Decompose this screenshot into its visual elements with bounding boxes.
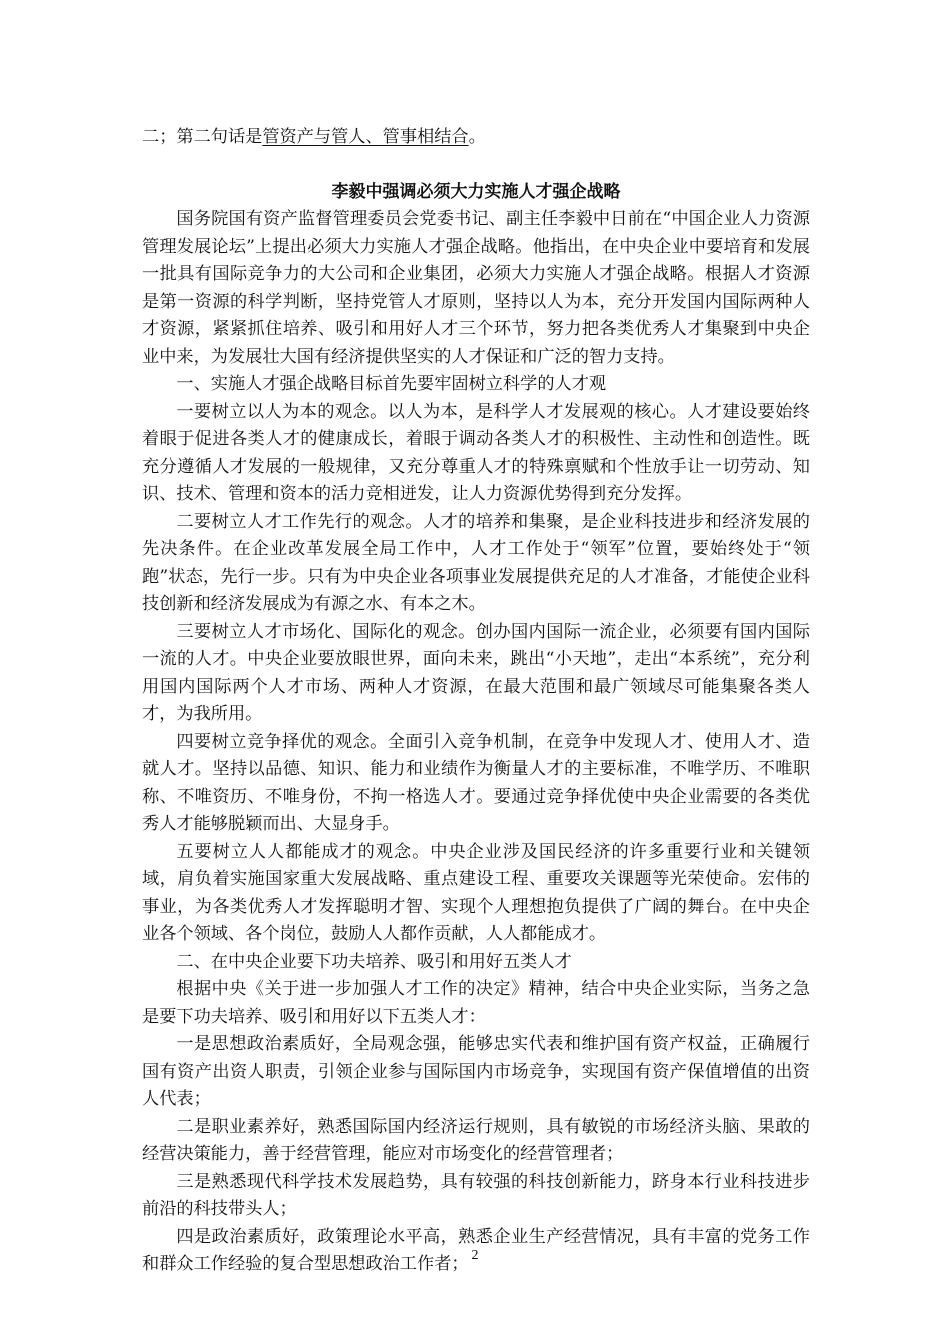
article-title: 李毅中强调必须大力实施人才强企战略 bbox=[331, 181, 621, 202]
intro-line bbox=[142, 124, 810, 152]
paragraph-talent-type-1: 一是思想政治素质好，全局观念强，能够忠实代表和维护国有资产权益，正确履行国有资产出资人职责，引领企业参与国际国内市场竞争，实现国有资产保值增值的出资人代表； bbox=[142, 1034, 810, 1109]
paragraph-point-3: 三要树立人才市场化、国际化的观念。创办国内国际一流企业，必须要有国内国际一流的人才。中央企业要放眼世界，面向未来，跳出“小天地”，走出“本系统”，充分利用国内国际两个人才市场、两种人才资源，在最大范围和最广领域尽可能集聚各类人才，为我所用。 bbox=[142, 621, 810, 724]
page-number: 2 bbox=[471, 1248, 479, 1263]
paragraph-intro: 国务院国有资产监督管理委员会党委书记、副主任李毅中日前在“中国企业人力资源管理发展论坛”上提出必须大力实施人才强企战略。他指出，在中央企业中要培育和发展一批具有国际竞争力的大公司和企业集团，必须大力实施人才强企战略。根据人才资源是第一资源的科学判断，坚持党管人才原则，坚持以人为本，充分开发国内国际两种人才资源，紧紧抓住培养、吸引和用好人才三个环节，努力把各类优秀人才集聚到中央企业中来，为发展壮大国有经济提供坚实的人才保证和广泛的智力支持。 bbox=[142, 209, 810, 367]
paragraph-point-5: 五要树立人人都能成才的观念。中央企业涉及国民经济的许多重要行业和关键领域，肩负着实施国家重大发展战略、重点建设工程、重要攻关课题等光荣使命。宏伟的事业，为各类优秀人才发挥聪明才智、实现个人理想抱负提供了广阔的舞台。在中央企业各个领域、各个岗位，鼓励人人都作贡献，人人都能成才。 bbox=[142, 841, 810, 944]
paragraph-point-1: 一要树立以人为本的观念。以人为本，是科学人才发展观的核心。人才建设要始终着眼于促进各类人才的健康成长，着眼于调动各类人才的积极性、主动性和创造性。既充分遵循人才发展的一般规律，又充分尊重人才的特殊禀赋和个性放手让一切劳动、知识、技术、管理和资本的活力竞相迸发，让人力资源优势得到充分发挥。 bbox=[142, 401, 810, 504]
paragraph-point-4: 四要树立竞争择优的观念。全面引入竞争机制，在竞争中发现人才、使用人才、造就人才。坚持以品德、知识、能力和业绩作为衡量人才的主要标准，不唯学历、不唯职称、不唯资历、不唯身份，不拘一格选人才。要通过竞争择优使中央企业需要的各类优秀人才能够脱颖而出、大显身手。 bbox=[142, 731, 810, 834]
intro-prefix: 二；第二句话是 bbox=[142, 127, 263, 147]
paragraph-talent-type-4: 四是政治素质好，政策理论水平高，熟悉企业生产经营情况，具有丰富的党务工作和群众工作经验的复合型思想政治工作者； bbox=[142, 1226, 810, 1274]
intro-suffix: 。 bbox=[468, 127, 486, 147]
paragraph-talent-type-2: 二是职业素养好，熟悉国际国内经济运行规则，具有敏锐的市场经济头脑、果敢的经营决策能力，善于经营管理，能应对市场变化的经营管理者； bbox=[142, 1116, 810, 1164]
section-heading-1: 一、实施人才强企战略目标首先要牢固树立科学的人才观 bbox=[176, 374, 607, 394]
page-content bbox=[142, 124, 810, 1279]
section-heading-2: 二、在中央企业要下功夫培养、吸引和用好五类人才 bbox=[176, 951, 572, 972]
paragraph-point-2: 二要树立人才工作先行的观念。人才的培养和集聚，是企业科技进步和经济发展的先决条件。在企业改革发展全局工作中，人才工作处于“领军”位置，要始终处于“领跑”状态，先行一步。只有为中央企业各项事业发展提供充足的人才准备，才能使企业科技创新和经济发展成为有源之水、有本之木。 bbox=[142, 511, 810, 614]
paragraph-talent-type-3: 三是熟悉现代科学技术发展趋势，具有较强的科技创新能力，跻身本行业科技进步前沿的科技带头人； bbox=[142, 1171, 810, 1219]
intro-underlined-text: 管资产与管人、管事相结合 bbox=[262, 127, 469, 147]
paragraph-decision: 根据中央《关于进一步加强人才工作的决定》精神，结合中央企业实际，当务之急是要下功夫培养、吸引和用好以下五类人才： bbox=[142, 979, 810, 1027]
